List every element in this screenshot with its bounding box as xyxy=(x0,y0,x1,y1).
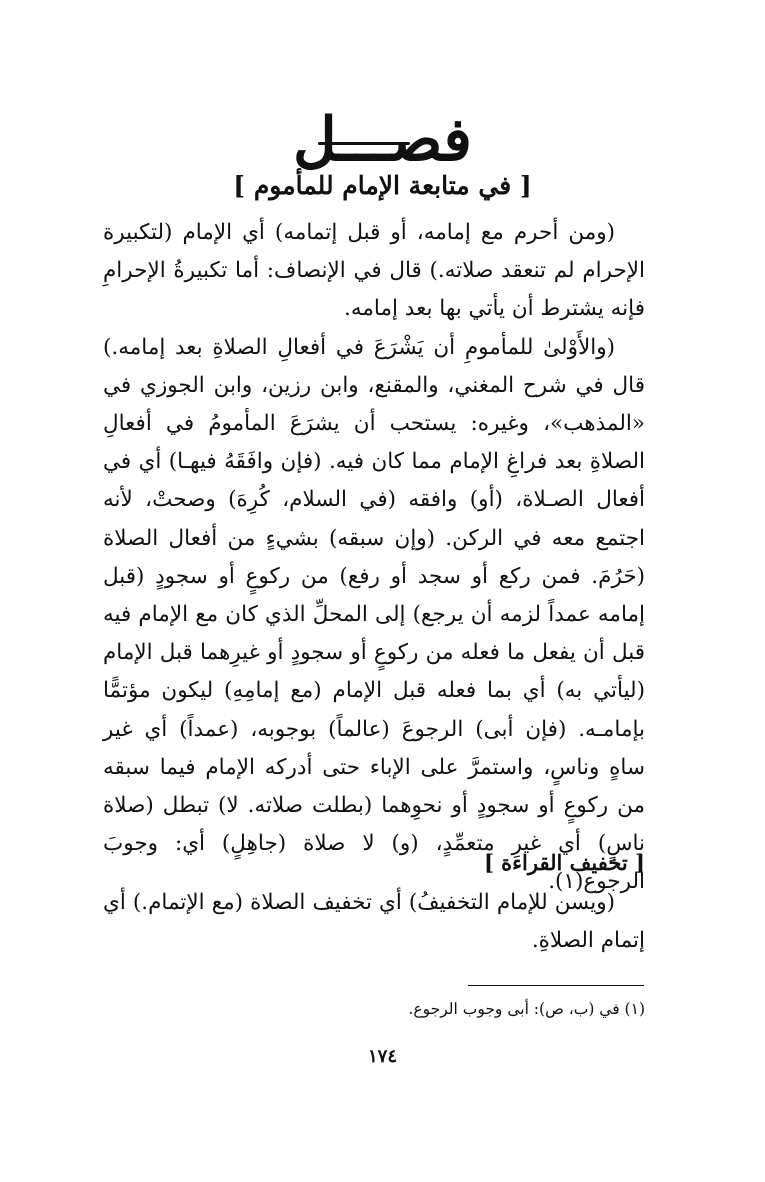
subheading-reading-lightening: [ تخفيف القراءة ] xyxy=(483,850,645,875)
footnote: (١) في (ب، ص): أبى وجوب الرجوع. xyxy=(408,1000,645,1018)
section-title: [ في متابعة الإمام للمأموم ] xyxy=(233,171,532,200)
ornament-underline xyxy=(318,142,410,145)
page-number: ١٧٤ xyxy=(367,1046,397,1067)
paragraph-3: (ويسن للإمام التخفيفُ) أي تخفيف الصلاة (مع الإتمام.) أي إتمام الصلاةِ. xyxy=(103,890,645,954)
paragraph-1: (ومن أحرم مع إمامه، أو قبل إتمامه) أي الإمام (لتكبيرة الإحرام لم تنعقد صلاته.) قال في الإنصاف: أما تكبيرةُ الإحرامِ فإنه يشترط أن يأتي بها بعد إمامه. xyxy=(103,220,645,322)
second-text-block xyxy=(103,884,645,960)
main-text-block xyxy=(103,214,645,902)
footnote-divider xyxy=(468,985,644,986)
paragraph-2: (والأَوْلىٰ للمأمومِ أن يَشْرَعَ في أفعالِ الصلاةِ بعد إمامه.) قال في شرح المغني، والمقنع، وابن رزين، وابن الجوزي في «المذهب»، وغيره: يستحب أن يشرَعَ المأمومُ في أفعالِ الصلاةِ بعد فراغِ الإمام مما كان فيه. (فإن وافَقَهُ فيهـا) أي في أفعال الصـلاة، (أو) وافقه (في السلام، كُرِهَ) وصحتْ، لأنه اجتمع معه في الركن. (وإن سبقه) بشيءٍ من أفعال الصلاة (حَرُمَ. فمن ركع أو سجد أو رفع) من ركوعٍ أو سجودٍ (قبل إمامه عمداً لزمه أن يرجع) إلى المحلِّ الذي كان مع الإمام فيه قبل أن يفعل ما فعله من ركوعٍ أو سجودٍ أو غيرِهما قبل الإمام (ليأتي به) أي بما فعله قبل الإمام (مع إمامِهِ) ليكون مؤتمًّا بإمامـه. (فإن أبى) الرجوعَ (عالماً) بوجوبه، (عمداً) أي غير ساهٍ وناسٍ، واستمرَّ على الإباء حتى أدركه الإمام فيما سبقه من ركوعٍ أو سجودٍ أو نحوِهما (بطلت صلاته. لا) تبطل (صلاة ناسٍ) أي غيرِ متعمِّدٍ، (و) لا صلاة (جاهِلٍ) أي: وجوبَ الرجوع(١). xyxy=(103,334,645,895)
chapter-ornament-heading: فصـــل xyxy=(293,105,472,175)
